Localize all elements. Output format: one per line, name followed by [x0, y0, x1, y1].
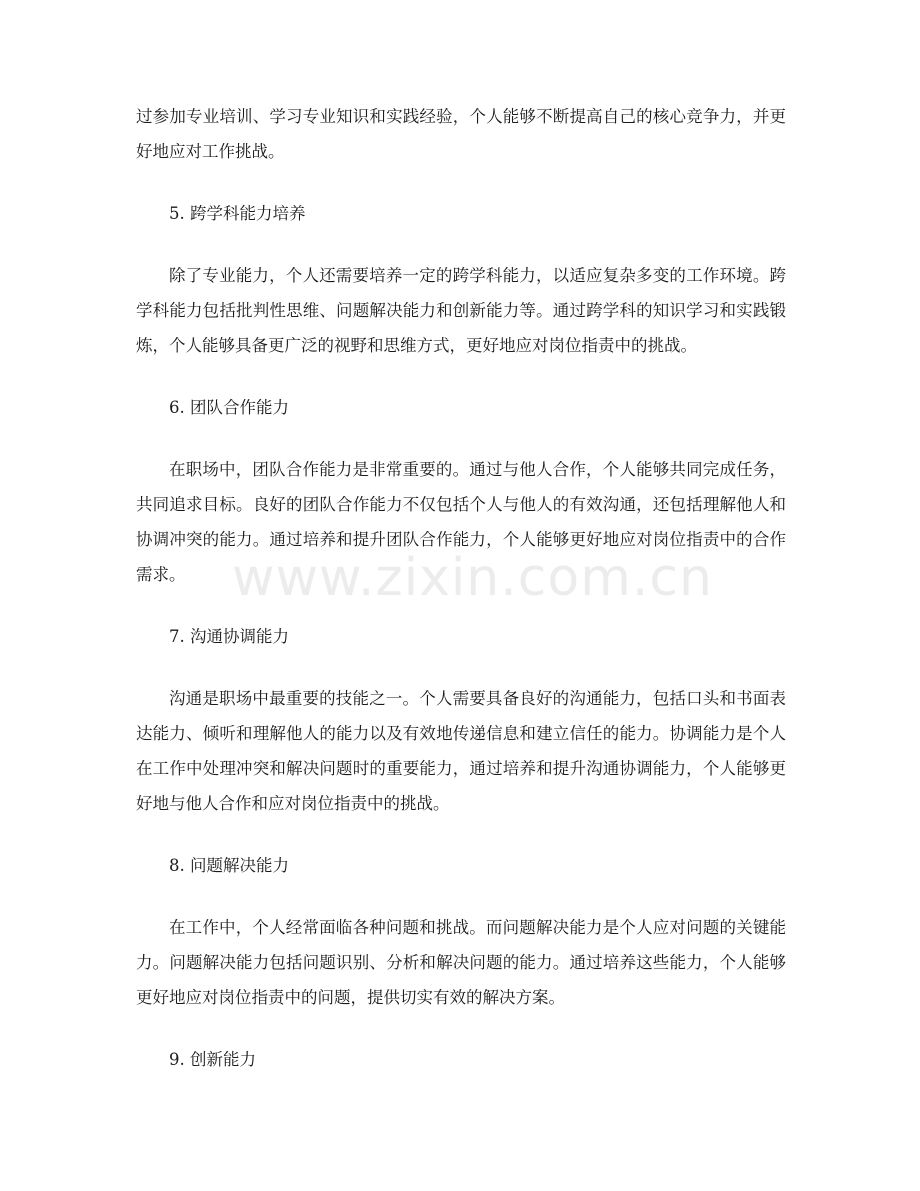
section-heading-9: 9. 创新能力: [169, 1050, 256, 1069]
section-heading-7: 7. 沟通协调能力: [169, 627, 289, 646]
paragraph-interdisciplinary: 除了专业能力，个人还需要培养一定的跨学科能力，以适应复杂多变的工作环境。跨学科能力包括批判性思维、问题解决能力和创新能力等。通过跨学科的知识学习和实践锻炼，个人能够具备更广泛的视野和思维方式，更好地应对岗位指责中的挑战。: [136, 266, 786, 355]
paragraph-teamwork: 在职场中，团队合作能力是非常重要的。通过与他人合作，个人能够共同完成任务，共同追求目标。良好的团队合作能力不仅包括个人与他人的有效沟通，还包括理解他人和协调冲突的能力。通过培养和提升团队合作能力，个人能够更好地应对岗位指责中的合作需求。: [136, 460, 786, 584]
document-body: [136, 99, 786, 1104]
section-heading-5: 5. 跨学科能力培养: [169, 204, 306, 223]
paragraph-problem-solving: 在工作中，个人经常面临各种问题和挑战。而问题解决能力是个人应对问题的关键能力。问题解决能力包括问题识别、分析和解决问题的能力。通过培养这些能力，个人能够更好地应对岗位指责中的问题，提供切实有效的解决方案。: [136, 918, 786, 1007]
paragraph-continuation: 过参加专业培训、学习专业知识和实践经验，个人能够不断提高自己的核心竞争力，并更好地应对工作挑战。: [136, 107, 786, 161]
paragraph-communication: 沟通是职场中最重要的技能之一。个人需要具备良好的沟通能力，包括口头和书面表达能力、倾听和理解他人的能力以及有效地传递信息和建立信任的能力。协调能力是个人在工作中处理冲突和解决问题时的重要能力，通过培养和提升沟通协调能力，个人能够更好地与他人合作和应对岗位指责中的挑战。: [136, 689, 786, 813]
section-heading-8: 8. 问题解决能力: [169, 856, 289, 875]
watermark: www.zixin.com.cn: [232, 548, 713, 608]
section-heading-6: 6. 团队合作能力: [169, 398, 289, 417]
